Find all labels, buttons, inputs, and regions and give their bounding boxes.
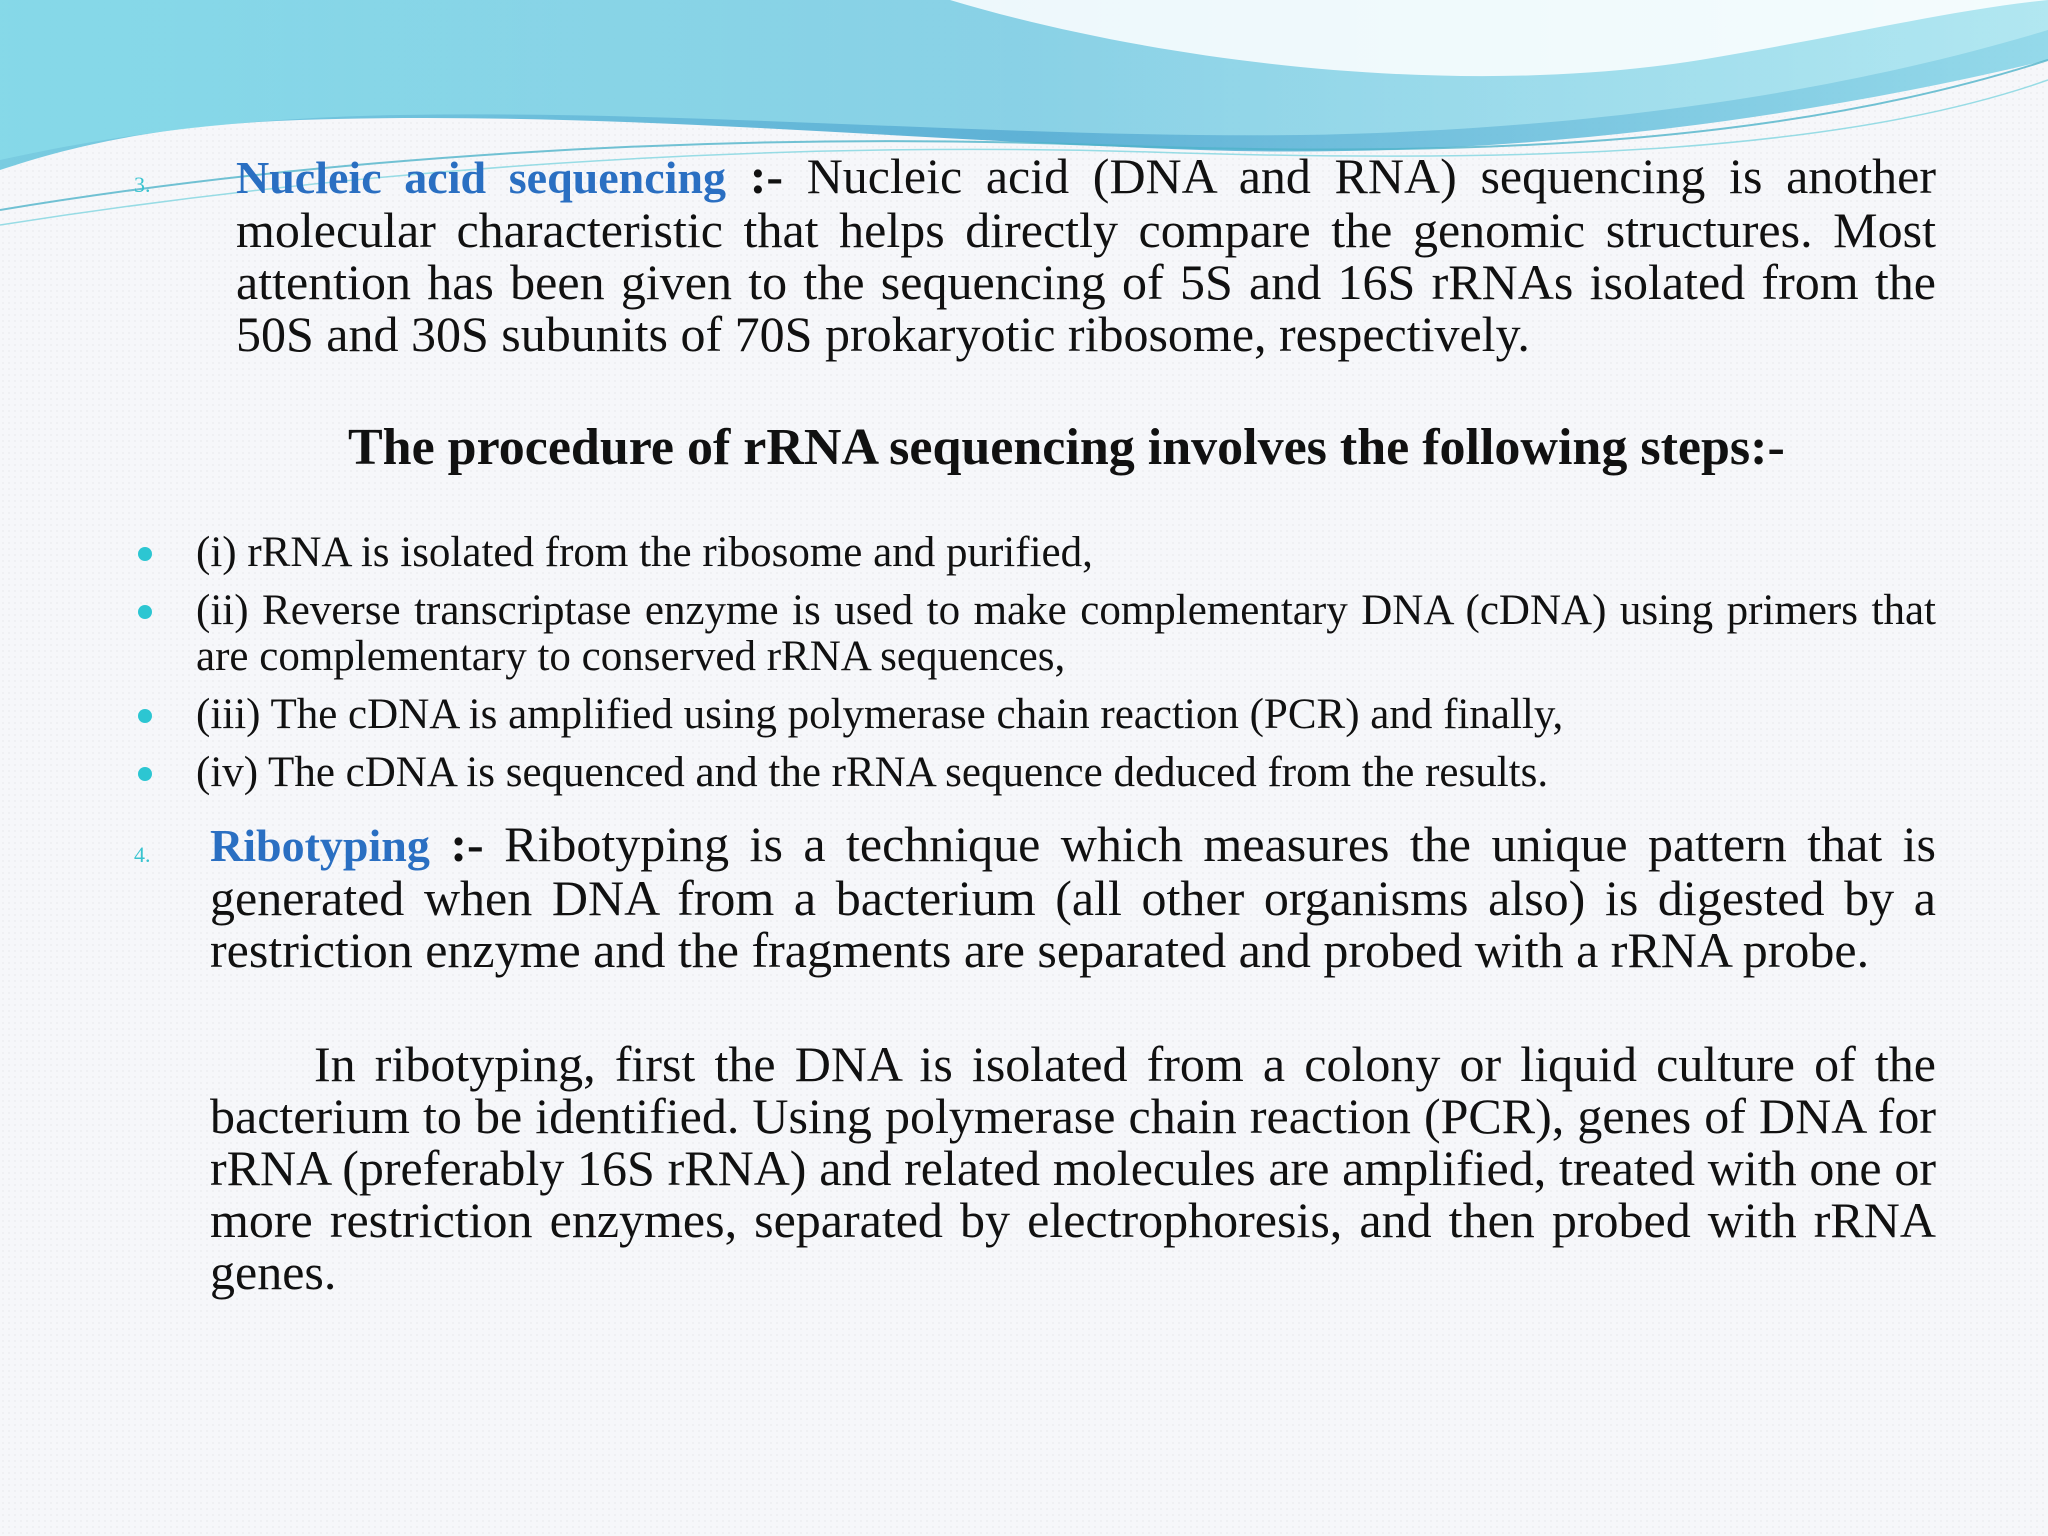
ribotyping-paragraph [210,818,1936,976]
list-item [138,530,1936,576]
term-ribotyping: Ribotyping [210,820,430,871]
procedure-heading [236,420,1936,476]
list-item [138,750,1936,796]
ribotyping-detail-paragraph [210,1038,1936,1298]
step-text: (i) rRNA is isolated from the ribosome and purified, [196,529,1093,576]
list-item [138,692,1936,738]
paragraph-text: In ribotyping, first the DNA is isolated from a colony or liquid culture of the bacterium to be identified. Using polymerase chain reaction (PCR), genes of DNA for rRNA (preferably 16S rRNA) and related molecules are amplified, treated with one or more restriction enzymes, separated by electrophoresis, and then probed with rRNA genes. [210,1036,1936,1300]
bullet-icon [138,709,152,723]
procedure-heading-text: The procedure of rRNA sequencing involves the following steps:- [348,419,1785,476]
paragraph-text: Nucleic acid (DNA and RNA) sequencing is another molecular characteristic that helps directly compare the genomic structures. Most attention has been given to the sequencing of 5S and 16S rRNAs isolated from the 50S and 30S subunits of 70S prokaryotic ribosome, respectively. [236,148,1937,362]
item-number: 3. [134,172,151,197]
list-item [138,588,1936,680]
nucleic-acid-sequencing-paragraph [236,150,1936,360]
item-number: 4. [134,842,151,867]
term-separator: :- [450,816,484,872]
step-text: (iv) The cDNA is sequenced and the rRNA sequence deduced from the results. [196,749,1549,796]
step-text: (iii) The cDNA is amplified using polymerase chain reaction (PCR) and finally, [196,691,1564,738]
bullet-icon [138,767,152,781]
bullet-icon [138,547,152,561]
paragraph-text: Ribotyping is a technique which measures the unique pattern that is generated when DNA from a bacterium (all other organisms also) is digested by a restriction enzyme and the fragments are separated and probed with a rRNA probe. [210,816,1937,978]
rrna-sequencing-steps [138,530,1936,808]
term-nucleic-acid-sequencing: Nucleic acid sequencing [236,152,727,203]
step-text: (ii) Reverse transcriptase enzyme is used to make complementary DNA (cDNA) using primers that are complementary to conserved rRNA sequences, [196,587,1936,680]
bullet-icon [138,605,152,619]
term-separator: :- [749,148,784,204]
